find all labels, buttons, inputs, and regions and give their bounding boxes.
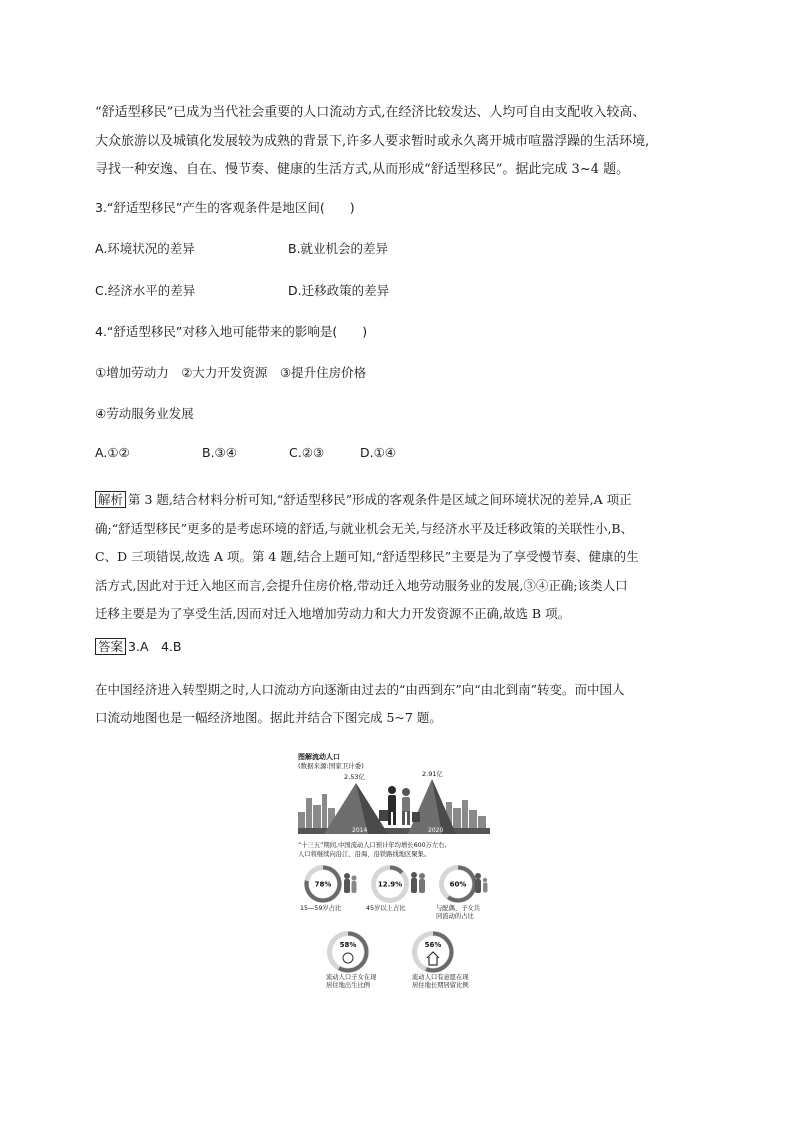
passage-line: 在中国经济进入转型期之时,人口流动方向逐渐由过去的“由西到东”向“由北到南”转变。而中国人 — [95, 682, 625, 697]
q3-option-c: C.经济水平的差异 — [95, 283, 196, 298]
answer-text: 3.A 4.B — [128, 639, 182, 654]
q4-option-a: A.①② — [95, 445, 130, 460]
stat-value: 60% — [449, 880, 467, 889]
intro-line: 寻找一种安逸、自在、慢节奏、健康的生活方式,从而形成“舒适型移民”。据此完成 3~4 题。 — [95, 162, 630, 177]
q4-items-line-1: ①增加劳动力 ②大力开发资源 ③提升住房价格 — [95, 365, 367, 380]
stat-value: 56% — [424, 941, 442, 949]
stat-label: 流动人口子女在现 — [326, 974, 377, 981]
question-4-stem: 4.“舒适型移民”对移入地可能带来的影响是( ) — [95, 324, 368, 339]
stat-label: 居住地出生比例 — [326, 982, 371, 989]
stat-label: 与配偶、子女共 — [436, 905, 481, 912]
intro-line: “舒适型移民”已成为当代社会重要的人口流动方式,在经济比较发达、人均可自由支配收入较高、 — [95, 105, 646, 120]
question-3-stem: 3.“舒适型移民”产生的客观条件是地区间( ) — [95, 200, 355, 215]
q3-option-d: D.迁移政策的差异 — [288, 283, 390, 298]
stat-value: 12.9% — [377, 880, 403, 889]
answer-tag: 答案 — [95, 638, 126, 655]
stat-value: 58% — [339, 941, 357, 949]
q4-option-b: B.③④ — [202, 445, 237, 460]
q3-option-a: A.环境状况的差异 — [95, 241, 195, 256]
passage-line: 口流动地图也是一幅经济地图。据此并结合下图完成 5~7 题。 — [95, 710, 442, 725]
migration-infographic — [296, 750, 498, 995]
analysis-line: 第 3 题,结合材料分析可知,“舒适型移民”形成的客观条件是区域之间环境状况的差异,A 项正 — [128, 492, 632, 507]
note-line-1: “十三五”期间,中国流动人口预计年均增长600万左右, — [298, 842, 447, 849]
note-line-2: 人口将继续向沿江、沿海、沿铁路线地区聚集。 — [298, 851, 431, 858]
analysis-line: 迁移主要是为了享受生活,因而对迁入地增加劳动力和大力开发资源不正确,故选 B 项。 — [95, 606, 571, 621]
q4-option-d: D.①④ — [360, 445, 397, 460]
stat-label: 居住地长期居留比例 — [412, 982, 469, 989]
stat-label: 同流动的占比 — [436, 913, 474, 920]
answer-row — [95, 637, 705, 655]
label-2020: 2020 — [428, 827, 444, 834]
passage-2 — [95, 676, 705, 732]
intro-line: 大众旅游以及城镇化发展较为成熟的背景下,许多人要求暂时或永久离开城市喧嚣浮躁的生活环境, — [95, 133, 650, 149]
value-2014: 2.53亿 — [344, 773, 365, 781]
stat-label: 15—59岁占比 — [300, 905, 342, 912]
migrants-icon — [379, 786, 420, 825]
q4-option-c: C.②③ — [289, 445, 325, 460]
value-2020: 2.91亿 — [422, 770, 443, 778]
analysis-line: 确;“舒适型移民”更多的是考虑环境的舒适,与就业机会无关,与经济水平及迁移政策的关联性小,B、 — [95, 520, 634, 536]
infographic-svg — [296, 750, 498, 995]
q4-items-line-2: ④劳动服务业发展 — [95, 406, 194, 421]
analysis-line: 活方式,因此对于迁入地区而言,会提升住房价格,带动迁入地劳动服务业的发展,③④正确;该类人口 — [95, 577, 628, 593]
analysis-block — [95, 486, 705, 629]
infographic-source: (数据来源:国家卫计委) — [298, 762, 364, 770]
analysis-tag: 解析 — [95, 491, 126, 508]
infographic-title: 图解流动人口 — [298, 753, 340, 761]
stat-value: 78% — [314, 880, 332, 889]
intro-paragraph — [95, 99, 705, 185]
label-2014: 2014 — [352, 827, 368, 834]
stat-label: 流动人口有意愿在现 — [412, 974, 469, 981]
analysis-line: C、D 三项错误,故选 A 项。第 4 题,结合上题可知,“舒适型移民”主要是为了享受慢节奏、健康的生 — [95, 549, 639, 564]
stat-label: 45岁以上占比 — [366, 905, 406, 912]
q3-option-b: B.就业机会的差异 — [288, 241, 389, 256]
